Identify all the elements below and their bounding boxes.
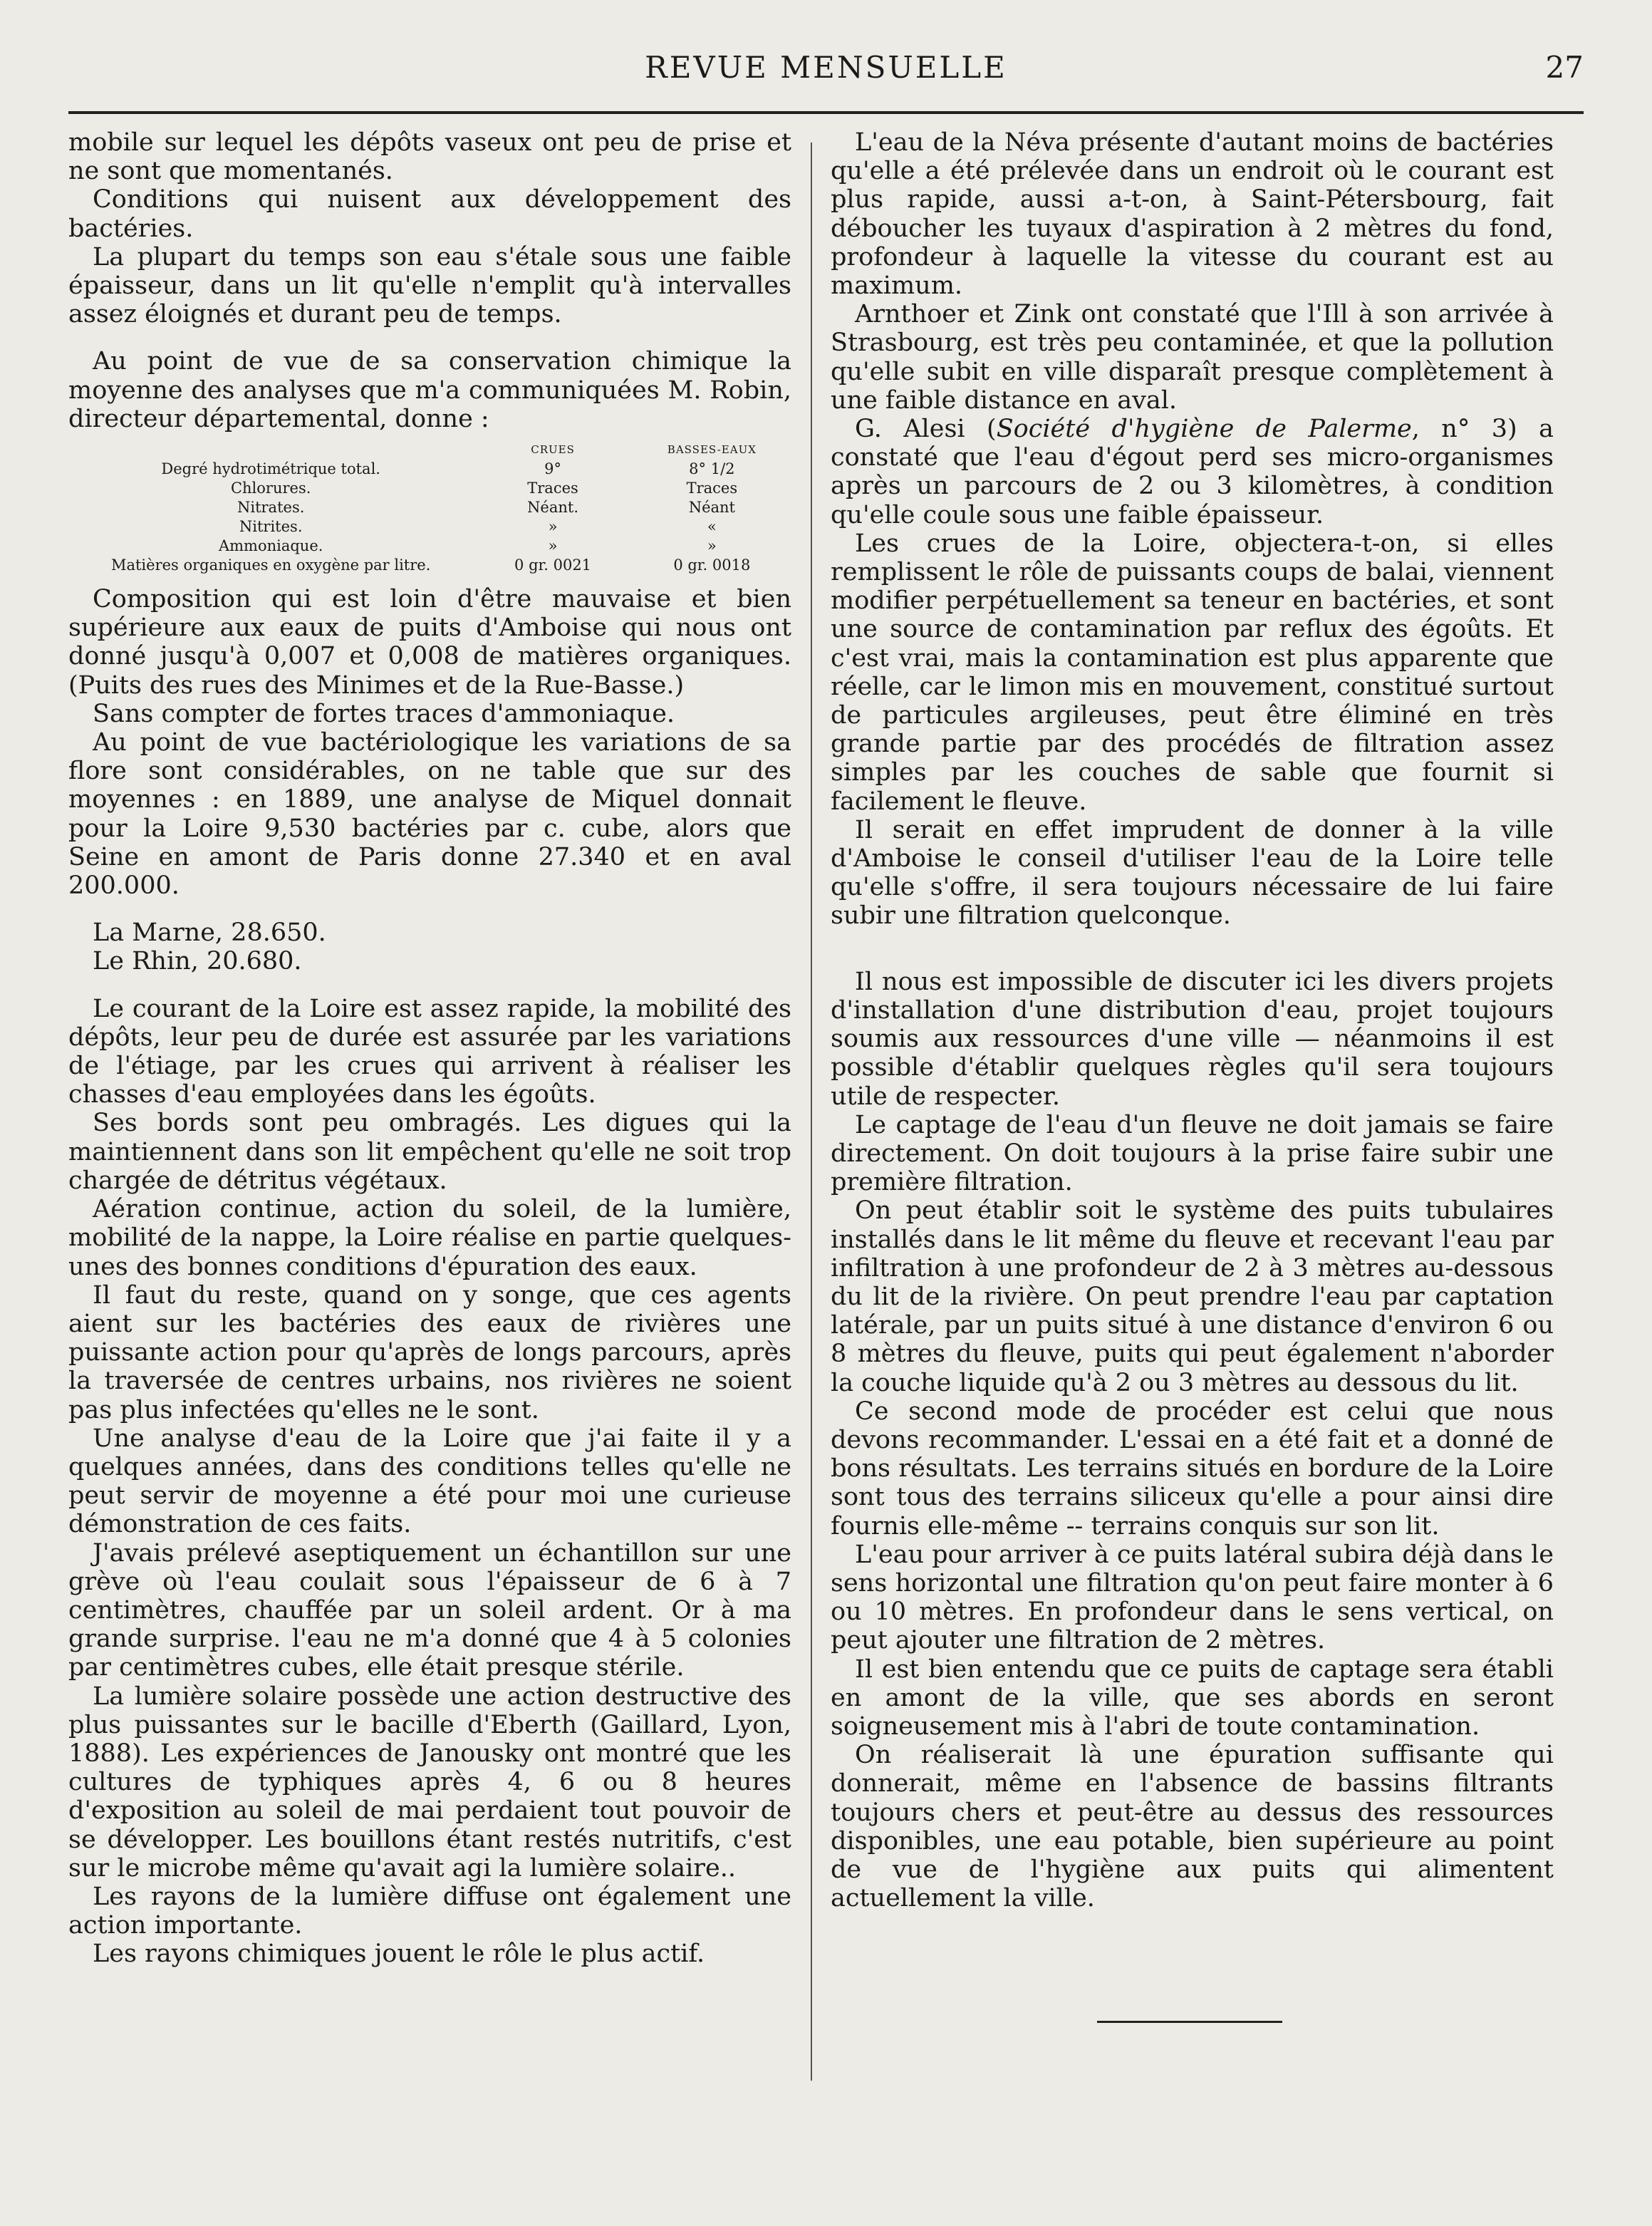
paragraph: Ses bords sont peu ombragés. Les digues qui la maintiennent dans son lit empêchent qu'elle ne soit trop chargée de détritus végétaux. — [68, 1109, 791, 1195]
paragraph: Les rayons chimiques jouent le rôle le plus actif. — [93, 1940, 705, 1969]
row-label: Degré hydrotimétrique total. — [161, 460, 380, 478]
value-basses: 8° 1/2 — [689, 460, 735, 478]
value-crues: » — [548, 518, 558, 536]
value-crues: » — [548, 537, 558, 555]
row-label: Nitrates. — [237, 499, 305, 517]
paragraph: L'eau pour arriver à ce puits latéral subira déjà dans le sens horizontal une filtration qu'on peut faire monter à 6 ou 10 mètres. En profondeur dans le sens vertical, on peut ajouter une filtration de 2 mètres. — [831, 1540, 1554, 1655]
value-basses: Néant — [688, 499, 735, 517]
paragraph: La lumière solaire possède une action destructive des plus puissantes sur le bacille d'Eberth (Gaillard, Lyon, 1888). Les expériences de Janousky ont montré que les cultures de typhiques après 4, 6 ou 8 heures d'exposition au soleil de mai perdaient tout pouvoir de se développer. Les bouillons étant restés nutritifs, c'est sur le microbe même qu'avait agi la lumière solaire.. — [68, 1682, 791, 1883]
table-header-blank — [68, 440, 473, 460]
table-row — [68, 556, 791, 575]
paragraph: Composition qui est loin d'être mauvaise et bien supérieure aux eaux de puits d'Amboise qui nous ont donné jusqu'à 0,007 et 0,008 de matières organiques. (Puits des rues des Minimes et de la Rue-Basse.) — [68, 585, 791, 700]
paragraph: Ce second mode de procéder est celui que nous devons recommander. L'essai en a été fait et a donné de bons résultats. Les terrains situés en bordure de la Loire sont tous des terrains siliceux qu'elle a pour ainsi dire fournis elle-même -- terrains conquis sur son lit. — [831, 1397, 1554, 1541]
paragraph: Les rayons de la lumière diffuse ont également une action importante. — [68, 1882, 791, 1940]
paragraph — [831, 415, 1554, 529]
value-basses: 0 gr. 0018 — [673, 556, 751, 574]
table-header-crues: CRUES — [531, 443, 575, 457]
header-rule — [68, 111, 1584, 114]
row-label: Ammoniaque. — [218, 537, 323, 555]
table-row — [68, 498, 791, 517]
analysis-table — [68, 440, 791, 575]
paragraph: Le Rhin, 20.680. — [93, 947, 302, 976]
page-header — [68, 43, 1584, 93]
paragraph: Aération continue, action du soleil, de la lumière, mobilité de la nappe, la Loire réalise en partie quelques-unes des bonnes conditions d'épuration des eaux. — [68, 1195, 791, 1281]
paragraph: Une analyse d'eau de la Loire que j'ai faite il y a quelques années, dans des conditions telles qu'elle ne peut servir de moyenne a été pour moi une curieuse démonstration de ces faits. — [68, 1424, 791, 1539]
paragraph: Les crues de la Loire, objectera-t-on, si elles remplissent le rôle de puissants coups de balai, viennent modifier perpétuellement sa teneur en bactéries, et sont une source de contamination par reflux des égoûts. Et c'est vrai, mais la contamination est plus apparente que réelle, car le limon mis en mouvement, constitué surtout de particules argileuses, peut être éliminé en très grande partie par des procédés de filtration assez simples par les couches de sable que fournit si facilement le fleuve. — [831, 529, 1554, 816]
spacer — [831, 931, 1554, 968]
paragraph: La plupart du temps son eau s'étale sous une faible épaisseur, dans un lit qu'elle n'emplit qu'à intervalles assez éloignés et durant peu de temps. — [68, 242, 791, 329]
text-run: G. Alesi ( — [855, 415, 997, 444]
value-crues: Traces — [527, 480, 578, 497]
paragraph: Arnthoer et Zink ont constaté que l'Ill à son arrivée à Strasbourg, est très peu contaminée, et que la pollution qu'elle subit en ville disparaît presque complètement à une faible distance en aval. — [831, 300, 1554, 415]
spacer — [68, 328, 791, 347]
paragraph: Il est bien entendu que ce puits de captage sera établi en amont de la ville, que ses abords en seront soigneusement mis à l'abri de toute contamination. — [831, 1655, 1554, 1741]
value-basses: « — [707, 518, 717, 536]
spacer — [68, 976, 791, 995]
paragraph: On peut établir soit le système des puits tubulaires installés dans le lit même du fleuve et recevant l'eau par infiltration à une profondeur de 2 à 3 mètres au-dessous du lit de la rivière. On peut prendre l'eau par captation latérale, par un puits situé à une distance d'environ 6 ou 8 mètres du fleuve, puits qui peut également n'aborder la couche liquide qu'à 2 ou 3 mètres au dessous du lit. — [831, 1196, 1554, 1397]
table-row — [68, 537, 791, 556]
value-crues: Néant. — [527, 499, 579, 517]
paragraph: Au point de vue de sa conservation chimique la moyenne des analyses que m'a communiquées M. Robin, directeur départemental, donne : — [68, 347, 791, 433]
value-basses: » — [707, 537, 717, 555]
paragraph: Il serait en effet imprudent de donner à la ville d'Amboise le conseil d'utiliser l'eau de la Loire telle qu'elle s'offre, il sera toujours nécessaire de lui faire subir une filtration quelconque. — [831, 815, 1554, 931]
paragraph: L'eau de la Néva présente d'autant moins de bactéries qu'elle a été prélevée dans un endroit où le courant est plus rapide, aussi a-t-on, à Saint-Pétersbourg, fait déboucher les tuyaux d'aspiration à 2 mètres du fond, profondeur à laquelle la vitesse du courant est au maximum. — [831, 128, 1554, 301]
paragraph: Il nous est impossible de discuter ici les divers projets d'installation d'une distribution d'eau, projet toujours soumis aux ressources d'une ville — néanmoins il est possible d'établir quelques règles qu'il sera toujours utile de respecter. — [831, 967, 1554, 1111]
row-label: Nitrites. — [239, 518, 303, 536]
paragraph: On réaliserait là une épuration suffisante qui donnerait, même en l'absence de bassins filtrants toujours chers et peut-être au dessus des ressources disponibles, une eau potable, bien supérieure au point de vue de l'hygiène aux puits qui alimentent actuellement la ville. — [831, 1741, 1554, 1913]
paragraph: Conditions qui nuisent aux développement des bactéries. — [68, 185, 791, 243]
citation-italic: Société d'hygiène de Palerme — [996, 415, 1412, 444]
paragraph: Le courant de la Loire est assez rapide, la mobilité des dépôts, leur peu de durée est assurée par les variations de l'étiage, par les crues qui arrivent à réaliser les chasses d'eau employées dans les égoûts. — [68, 994, 791, 1109]
running-title: REVUE MENSUELLE — [645, 50, 1007, 85]
paragraph: Sans compter de fortes traces d'ammoniaque. — [93, 699, 675, 728]
right-column — [831, 128, 1554, 1912]
value-crues: 9° — [544, 460, 561, 478]
paragraph: Le captage de l'eau d'un fleuve ne doit jamais se faire directement. On doit toujours à la prise faire subir une première filtration. — [831, 1110, 1554, 1197]
row-label: Chlorures. — [230, 480, 311, 497]
table-row — [68, 460, 791, 479]
table-row — [68, 479, 791, 498]
spacer — [68, 900, 791, 918]
paragraph: mobile sur lequel les dépôts vaseux ont peu de prise et ne sont que momentanés. — [68, 128, 791, 186]
text-run: , n° 3) a constaté que l'eau d'égout perd ses micro-organismes après un parcours de 2 ou 3 kilomètres, à condition qu'elle coule sous une faible épaisseur. — [831, 415, 1554, 529]
table-row — [68, 517, 791, 537]
value-crues: 0 gr. 0021 — [514, 556, 592, 574]
row-label: Matières organiques en oxygène par litre. — [110, 556, 431, 574]
paragraph: La Marne, 28.650. — [93, 918, 326, 948]
column-divider — [811, 143, 812, 2081]
paragraph: J'avais prélevé aseptiquement un échantillon sur une grève où l'eau coulait sous l'épaisseur de 6 à 7 centimètres, chauffée par un soleil ardent. Or à ma grande surprise. l'eau ne m'a donné que 4 à 5 colonies par centimètres cubes, elle était presque stérile. — [68, 1538, 791, 1682]
value-basses: Traces — [686, 480, 738, 497]
page-number: 27 — [1545, 50, 1584, 85]
paragraph: Il faut du reste, quand on y songe, que ces agents aient sur les bactéries des eaux de rivières une puissante action pour qu'après de longs parcours, après la traversée de centres urbains, nos rivières ne soient pas plus infectées qu'elles ne le sont. — [68, 1280, 791, 1424]
left-column — [68, 128, 791, 1969]
table-header-basses-eaux: BASSES-EAUX — [667, 443, 757, 457]
paragraph: Au point de vue bactériologique les variations de sa flore sont considérables, on ne table que sur des moyennes : en 1889, une analyse de Miquel donnait pour la Loire 9,530 bactéries par c. cube, alors que Seine en amont de Paris donne 27.340 et en aval 200.000. — [68, 728, 791, 901]
section-end-rule — [1097, 2021, 1282, 2023]
